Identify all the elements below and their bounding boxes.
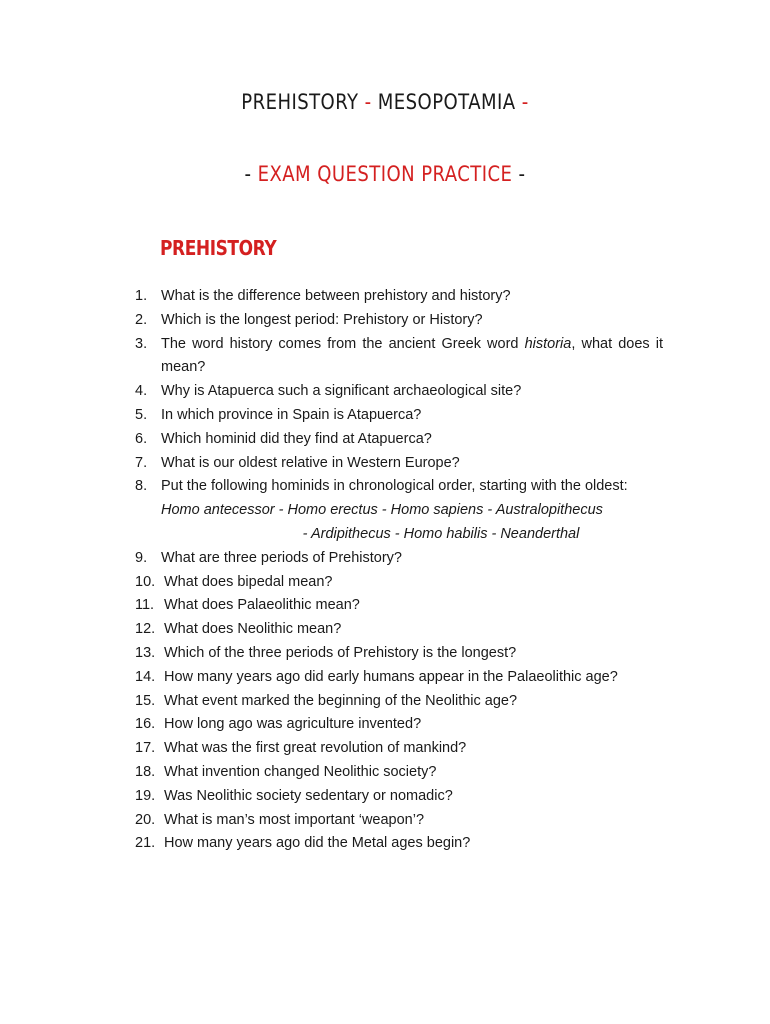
question-text-part: , what does it mean? [161, 335, 664, 376]
question-item [135, 309, 663, 333]
question-text: Which is the longest period: Prehistory or History? [161, 311, 483, 328]
title-mesopotamia: MESOPOTAMIA [377, 90, 516, 114]
question-item [135, 785, 663, 809]
question-number: 13. [135, 644, 156, 661]
question-item [135, 761, 663, 785]
question-text: What are three periods of Prehistory? [161, 549, 402, 566]
question-italic-term: historia [524, 335, 572, 352]
question-item [135, 618, 663, 642]
question-number: 12. [135, 621, 156, 638]
question-item [135, 713, 663, 737]
question-item [135, 594, 663, 618]
question-number: 7. [135, 454, 148, 471]
question-text: Why is Atapuerca such a significant archaeological site? [161, 383, 522, 400]
subtitle-leading-dash: - [244, 162, 258, 186]
hominid-list-line: Homo antecessor - Homo erectus - Homo sapiens - Australopithecus [161, 502, 603, 519]
question-item [135, 642, 663, 666]
question-text: Was Neolithic society sedentary or nomadic? [164, 787, 453, 804]
question-text [161, 333, 663, 381]
title-trailing-dash: - [515, 90, 529, 114]
question-number: 3. [135, 335, 148, 352]
question-item [135, 737, 663, 761]
question-number: 6. [135, 430, 148, 447]
question-number: 14. [135, 668, 156, 685]
question-item [135, 428, 663, 452]
question-text: Which hominid did they find at Atapuerca? [161, 430, 432, 447]
question-text: In which province in Spain is Atapuerca? [161, 406, 422, 423]
question-text: What does bipedal mean? [164, 573, 333, 590]
question-text: How long ago was agriculture invented? [164, 716, 422, 733]
question-item [135, 285, 663, 309]
question-list [135, 285, 663, 856]
question-text: How many years ago did the Metal ages begin? [164, 835, 471, 852]
question-number: 15. [135, 692, 156, 709]
question-number: 1. [135, 288, 148, 304]
question-text: How many years ago did early humans appear in the Palaeolithic age? [164, 668, 618, 685]
question-item [135, 832, 663, 856]
question-text: What does Palaeolithic mean? [164, 597, 360, 614]
question-text: Which of the three periods of Prehistory is the longest? [164, 644, 517, 661]
question-item [135, 547, 663, 571]
question-number: 16. [135, 716, 156, 733]
question-item [135, 452, 663, 476]
question-item [135, 404, 663, 428]
question-text: What is man’s most important ‘weapon’? [164, 811, 425, 828]
question-number: 18. [135, 763, 156, 780]
question-item [135, 380, 663, 404]
question-text-part: The word history comes from the ancient Greek word [161, 335, 525, 352]
subtitle-text: EXAM QUESTION PRACTICE [257, 162, 513, 186]
question-item [135, 666, 663, 690]
question-number: 2. [135, 311, 148, 328]
question-number: 17. [135, 740, 156, 757]
question-number: 9. [135, 549, 148, 566]
question-number: 20. [135, 811, 156, 828]
hominid-list-line: - Ardipithecus - Homo habilis - Neanderthal [302, 525, 580, 542]
question-text [161, 475, 663, 546]
question-text: What is the difference between prehistory and history? [161, 288, 511, 304]
question-item [135, 571, 663, 595]
question-text: What invention changed Neolithic society? [164, 763, 437, 780]
question-text: What event marked the beginning of the Neolithic age? [164, 692, 518, 709]
title-dash: - [358, 90, 378, 114]
question-text: What is our oldest relative in Western Europe? [161, 454, 460, 471]
question-number: 4. [135, 383, 148, 400]
document-subtitle [54, 162, 716, 186]
question-number: 19. [135, 787, 156, 804]
question-number: 11. [135, 597, 155, 614]
question-number: 5. [135, 406, 148, 423]
question-item [135, 690, 663, 714]
question-item [135, 475, 663, 546]
question-text: What does Neolithic mean? [164, 621, 342, 638]
section-heading: PREHISTORY [160, 236, 277, 260]
title-prehistory: PREHISTORY [241, 90, 359, 114]
hominid-list [161, 499, 663, 547]
question-text-part: Put the following hominids in chronological order, starting with the oldest: [161, 478, 628, 495]
document-title [54, 90, 716, 114]
question-text: What was the first great revolution of mankind? [164, 740, 467, 757]
question-number: 8. [135, 478, 148, 495]
subtitle-trailing-dash: - [512, 162, 526, 186]
question-item [135, 333, 663, 381]
question-number: 10. [135, 573, 156, 590]
question-number: 21. [135, 835, 156, 852]
question-item [135, 809, 663, 833]
